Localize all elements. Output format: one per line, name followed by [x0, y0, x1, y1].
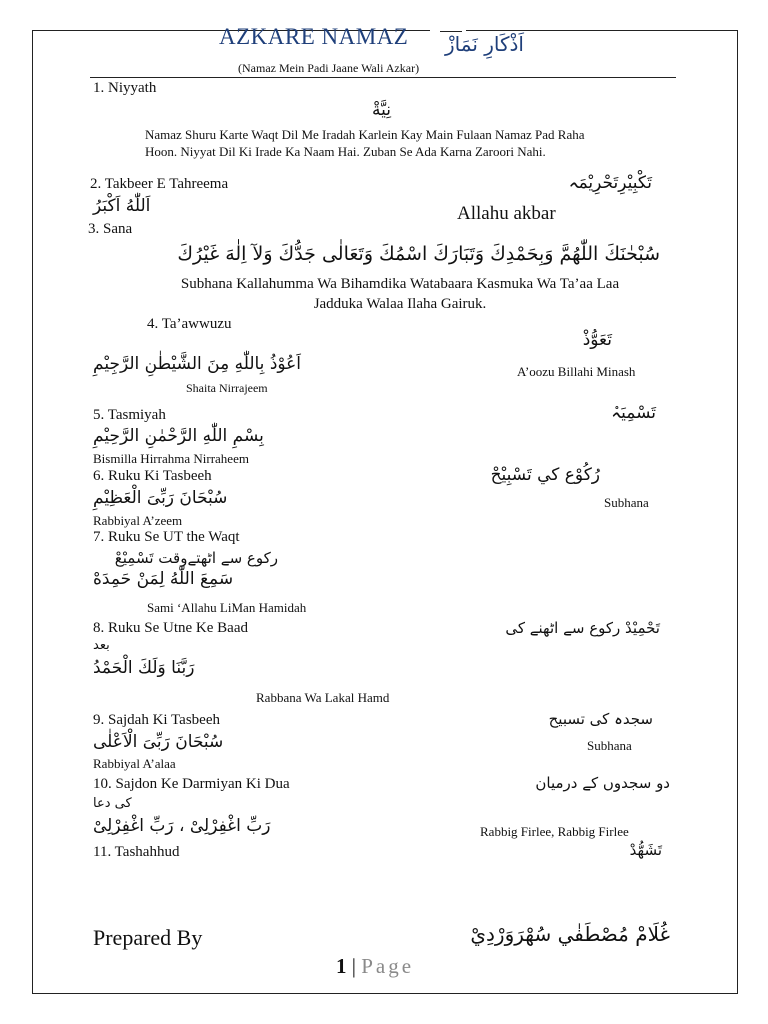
page-footer — [336, 954, 414, 979]
document-title: AZKARE NAMAZ — [219, 24, 409, 49]
section-9-arabic-title: سجدہ کی تسبیح — [548, 710, 653, 728]
section-5-translit: Bismilla Hirrahma Nirraheem — [93, 451, 249, 466]
section-6-arabic-title: رُكُوْع كي تَسْبِيْحْ — [490, 465, 600, 485]
section-1-arabic: نِيَّةْ — [372, 100, 391, 120]
section-3-arabic: سُبْحٰنَكَ اللّٰهُمَّ وَبِحَمْدِكَ وَتَبَارَكَ اسْمُكَ وَتَعَالٰى جَدُّكَ وَلآ اِلٰهَ غَيْرُكَ — [177, 243, 660, 265]
section-3-translit-line1: Subhana Kallahumma Wa Bihamdika Watabaara Kasmuka Wa Ta’aa Laa — [180, 276, 620, 292]
header-rule — [90, 77, 676, 78]
section-4-heading: 4. Ta’awwuzu — [147, 316, 232, 332]
section-9-translit-a: Subhana — [587, 738, 632, 753]
section-2-arabic: اَللّٰهُ اَكْبَرُ — [93, 196, 151, 216]
section-1-note-line2: Hoon. Niyyat Dil Ki Irade Ka Naam Hai. Zuban Se Ada Karna Zaroori Nahi. — [145, 144, 546, 159]
section-3-translit-line2: Jadduka Walaa Ilaha Gairuk. — [313, 296, 487, 312]
section-4-arabic-title: تَعَوُّذْ — [582, 330, 612, 350]
section-6-translit-a: Subhana — [604, 495, 649, 510]
page-separator: | — [351, 954, 356, 978]
section-9-heading: 9. Sajdah Ki Tasbeeh — [93, 712, 220, 728]
prepared-by-label: Prepared By — [93, 925, 203, 950]
section-10-arabic-title: دو سجدوں کے درمیان — [535, 774, 670, 792]
document-title-arabic: اَذْكَارِ نَمَازْ — [445, 32, 524, 56]
section-1-note-line1: Namaz Shuru Karte Waqt Dil Me Iradah Karlein Kay Main Fulaan Namaz Pad Raha — [145, 127, 585, 142]
section-6-translit-b: Rabbiyal A’zeem — [93, 513, 183, 528]
section-8-arabic: رَبَّنَا وَلَكَ الْحَمْدُ — [93, 658, 195, 678]
section-11-arabic-title: تَشَهُّدْ — [629, 841, 662, 859]
section-5-heading: 5. Tasmiyah — [93, 407, 166, 423]
section-6-heading: 6. Ruku Ki Tasbeeh — [93, 468, 212, 484]
section-8-arabic-title: تَحْمِيْدْ رکوع سے اٹھنے کی — [505, 619, 660, 637]
section-1-heading: 1. Niyyath — [93, 80, 157, 96]
section-10-translit: Rabbig Firlee, Rabbig Firlee — [480, 824, 629, 839]
section-10-heading: 10. Sajdon Ke Darmiyan Ki Dua — [93, 776, 290, 792]
section-4-translit-b: Shaita Nirrajeem — [186, 381, 268, 395]
section-2-translit: Allahu akbar — [457, 203, 556, 224]
document-subtitle: (Namaz Mein Padi Jaane Wali Azkar) — [238, 61, 420, 75]
section-11-heading: 11. Tashahhud — [93, 844, 180, 860]
section-8-arabic-title-cont: بعد — [93, 638, 110, 653]
section-2-heading: 2. Takbeer E Tahreema — [90, 176, 229, 192]
section-7-arabic-title: رکوع سے اٹھتےوقت تَسْمِيْعْ — [114, 549, 278, 567]
section-9-translit-b: Rabbiyal A’alaa — [93, 756, 176, 771]
section-10-arabic: رَبِّ اغْفِرْلِىْ ، رَبِّ اغْفِرْلِىْ — [93, 816, 271, 836]
page-label: Page — [361, 954, 415, 978]
section-6-arabic: سُبْحَانَ رَبِّىَ الْعَظِيْمِ — [93, 488, 228, 508]
section-4-arabic: اَعُوْذُ بِاللّٰهِ مِنَ الشَّيْطٰنِ الرَّجِيْمِ — [93, 354, 302, 374]
section-8-heading: 8. Ruku Se Utne Ke Baad — [93, 620, 248, 636]
section-4-translit-a: A’oozu Billahi Minash — [517, 364, 636, 379]
section-5-arabic-title: تَسْمِيَہْ — [611, 403, 656, 423]
page-number: 1 — [336, 954, 347, 978]
section-2-arabic-title: تَكْبِيْرِتَحْرِيْمَہ — [568, 173, 652, 193]
section-7-translit: Sami ‘Allahu LiMan Hamidah — [147, 600, 307, 615]
section-10-arabic-title-cont: کی دعا — [93, 796, 132, 811]
section-5-arabic: بِسْمِ اللّٰهِ الرَّحْمٰنِ الرَّحِيْمِ — [93, 426, 264, 446]
section-7-heading: 7. Ruku Se UT the Waqt — [93, 529, 240, 545]
author-name-arabic: غُلَامْ مُصْطَفٰي سُهْرَوَرْدِيْ — [470, 922, 670, 946]
section-3-heading: 3. Sana — [88, 221, 133, 237]
section-7-arabic: سَمِعَ اللّٰهُ لِمَنْ حَمِدَهْ — [93, 569, 234, 589]
section-9-arabic: سُبْحَانَ رَبِّىَ الْاَعْلٰى — [93, 732, 224, 752]
section-8-translit: Rabbana Wa Lakal Hamd — [256, 690, 390, 705]
